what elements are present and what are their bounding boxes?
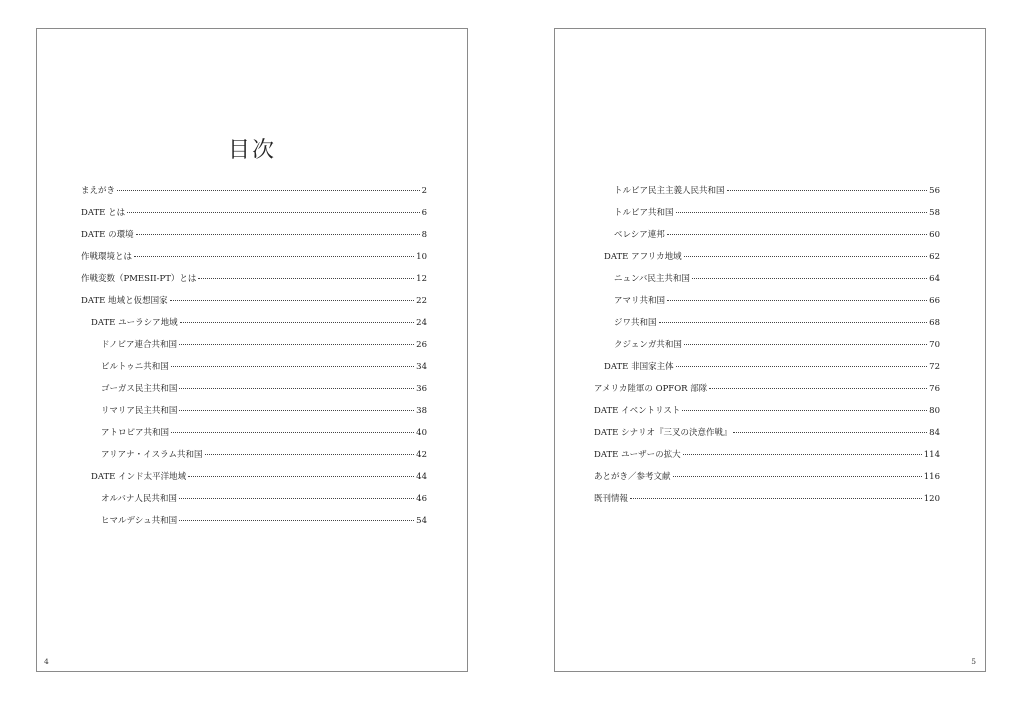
toc-entry[interactable] (101, 514, 427, 528)
toc-entry-label: アリアナ・イスラム共和国 (101, 450, 203, 460)
toc-entry-page: 38 (416, 406, 427, 416)
dot-leader (727, 190, 928, 191)
toc-entry-label: 既刊情報 (594, 494, 629, 504)
toc-entry-label: クジェンガ共和国 (614, 340, 682, 350)
toc-entry-label: ゴーガス民主共和国 (101, 384, 178, 394)
toc-entry-label: ジワ共和国 (614, 318, 657, 328)
toc-entry-label: 作戦環境とは (81, 252, 133, 262)
toc-entry[interactable] (81, 272, 427, 286)
page-number-left: 4 (44, 657, 49, 666)
dot-leader (683, 454, 922, 455)
toc-entry-label: ドノビア連合共和国 (101, 340, 177, 350)
toc-entry[interactable] (594, 382, 940, 396)
toc-entry[interactable] (614, 294, 940, 308)
toc-title: 目次 (227, 138, 276, 163)
dot-leader (667, 234, 927, 235)
toc-entry-page: 84 (929, 428, 940, 438)
dot-leader (117, 190, 420, 191)
dot-leader (180, 322, 415, 323)
dot-leader (733, 432, 927, 433)
toc-entry-label: アメリカ陸軍の OPFOR 部隊 (594, 384, 708, 394)
toc-entry[interactable] (91, 470, 427, 484)
toc-entry-label: ビルトゥニ共和国 (101, 362, 169, 372)
dot-leader (630, 498, 922, 499)
page-number-right: 5 (971, 657, 976, 666)
dot-leader (684, 344, 927, 345)
toc-entry-label: あとがき／参考文献 (594, 472, 671, 482)
toc-entry-label: DATE とは (81, 208, 126, 218)
toc-entry-page: 34 (416, 362, 427, 372)
dot-leader (676, 366, 928, 367)
right-page (554, 28, 986, 672)
toc-entry-page: 120 (923, 494, 940, 504)
toc-entry-page: 116 (923, 472, 940, 482)
toc-entry-label: DATE ユーラシア地域 (91, 318, 178, 328)
toc-entry-label: DATE 非国家主体 (604, 362, 674, 372)
toc-entry[interactable] (604, 250, 940, 264)
toc-entry-page: 66 (929, 296, 940, 306)
toc-entry-label: オルバナ人民共和国 (101, 494, 177, 504)
toc-entry-page: 46 (416, 494, 427, 504)
toc-entry-label: DATE イベントリスト (594, 406, 681, 416)
toc-entry-page: 68 (929, 318, 940, 328)
toc-entry[interactable] (101, 492, 427, 506)
dot-leader (667, 300, 927, 301)
dot-leader (134, 256, 414, 257)
toc-entry[interactable] (614, 338, 940, 352)
toc-entry-page: 22 (416, 296, 427, 306)
dot-leader (198, 278, 414, 279)
toc-entry-page: 56 (929, 186, 940, 196)
toc-entry-label: トルビア民主主義人民共和国 (614, 186, 725, 196)
dot-leader (170, 300, 415, 301)
dot-leader (171, 432, 414, 433)
toc-entry[interactable] (614, 206, 940, 220)
toc-entry-label: トルビア共和国 (614, 208, 674, 218)
dot-leader (179, 344, 414, 345)
toc-entry-label: DATE の環境 (81, 230, 134, 240)
dot-leader (676, 212, 928, 213)
toc-entry-page: 2 (421, 186, 427, 196)
toc-entry-page: 62 (929, 252, 940, 262)
toc-entry[interactable] (594, 404, 940, 418)
toc-entry[interactable] (81, 184, 427, 198)
toc-entry-label: DATE アフリカ地域 (604, 252, 682, 262)
dot-leader (682, 410, 927, 411)
toc-entry[interactable] (594, 448, 940, 462)
toc-entry[interactable] (101, 338, 427, 352)
toc-entry[interactable] (81, 294, 427, 308)
dot-leader (188, 476, 414, 477)
dot-leader (179, 410, 414, 411)
dot-leader (171, 366, 414, 367)
toc-entry[interactable] (614, 228, 940, 242)
toc-entry-page: 26 (416, 340, 427, 350)
dot-leader (673, 476, 922, 477)
toc-entry[interactable] (91, 316, 427, 330)
toc-entry[interactable] (81, 206, 427, 220)
toc-entry-label: ニュンバ民主共和国 (614, 274, 690, 284)
toc-entry-label: DATE ユーザーの拡大 (594, 450, 681, 460)
toc-entry-page: 44 (416, 472, 427, 482)
toc-entry[interactable] (614, 184, 940, 198)
toc-entry[interactable] (594, 426, 940, 440)
dot-leader (179, 520, 414, 521)
toc-entry-label: DATE シナリオ『三叉の決意作戦』 (594, 428, 732, 438)
toc-entry-label: DATE インド太平洋地域 (91, 472, 187, 482)
toc-entry[interactable] (594, 492, 940, 506)
toc-entry-label: ベレシア連邦 (614, 230, 665, 240)
dot-leader (136, 234, 420, 235)
dot-leader (709, 388, 927, 389)
toc-entry[interactable] (101, 360, 427, 374)
toc-entry-page: 72 (929, 362, 940, 372)
dot-leader (179, 388, 414, 389)
dot-leader (684, 256, 928, 257)
toc-entry-page: 54 (416, 516, 427, 526)
toc-entry-page: 58 (929, 208, 940, 218)
toc-entry-page: 8 (421, 230, 427, 240)
toc-entry-page: 114 (923, 450, 940, 460)
toc-entry[interactable] (101, 448, 427, 462)
toc-entry-page: 36 (416, 384, 427, 394)
toc-entry-label: ヒマルデシュ共和国 (101, 516, 178, 526)
toc-entry[interactable] (101, 426, 427, 440)
toc-entry[interactable] (614, 316, 940, 330)
toc-entry-label: DATE 地域と仮想国家 (81, 296, 168, 306)
toc-entry[interactable] (101, 382, 427, 396)
toc-entry-page: 12 (416, 274, 427, 284)
toc-entry-label: まえがき (81, 186, 116, 196)
dot-leader (179, 498, 414, 499)
toc-entry-page: 70 (929, 340, 940, 350)
toc-entry-label: アトロピア共和国 (101, 428, 170, 438)
toc-entry[interactable] (604, 360, 940, 374)
toc-entry[interactable] (81, 228, 427, 242)
dot-leader (127, 212, 420, 213)
toc-entry-page: 64 (929, 274, 940, 284)
left-page (36, 28, 468, 672)
dot-leader (205, 454, 415, 455)
toc-entry-page: 60 (929, 230, 940, 240)
toc-entry-label: リマリア民主共和国 (101, 406, 178, 416)
toc-entry[interactable] (594, 470, 940, 484)
toc-entry-page: 80 (929, 406, 940, 416)
toc-entry-page: 6 (421, 208, 427, 218)
toc-entry[interactable] (101, 404, 427, 418)
toc-entry-label: 作戦変数（PMESII-PT）とは (81, 274, 197, 284)
toc-entry[interactable] (614, 272, 940, 286)
dot-leader (659, 322, 928, 323)
dot-leader (692, 278, 927, 279)
toc-entry-page: 42 (416, 450, 427, 460)
toc-entry-page: 10 (416, 252, 427, 262)
toc-entry[interactable] (81, 250, 427, 264)
toc-entry-label: アマリ共和国 (614, 296, 666, 306)
toc-entry-page: 76 (929, 384, 940, 394)
toc-entry-page: 24 (416, 318, 427, 328)
toc-entry-page: 40 (416, 428, 427, 438)
